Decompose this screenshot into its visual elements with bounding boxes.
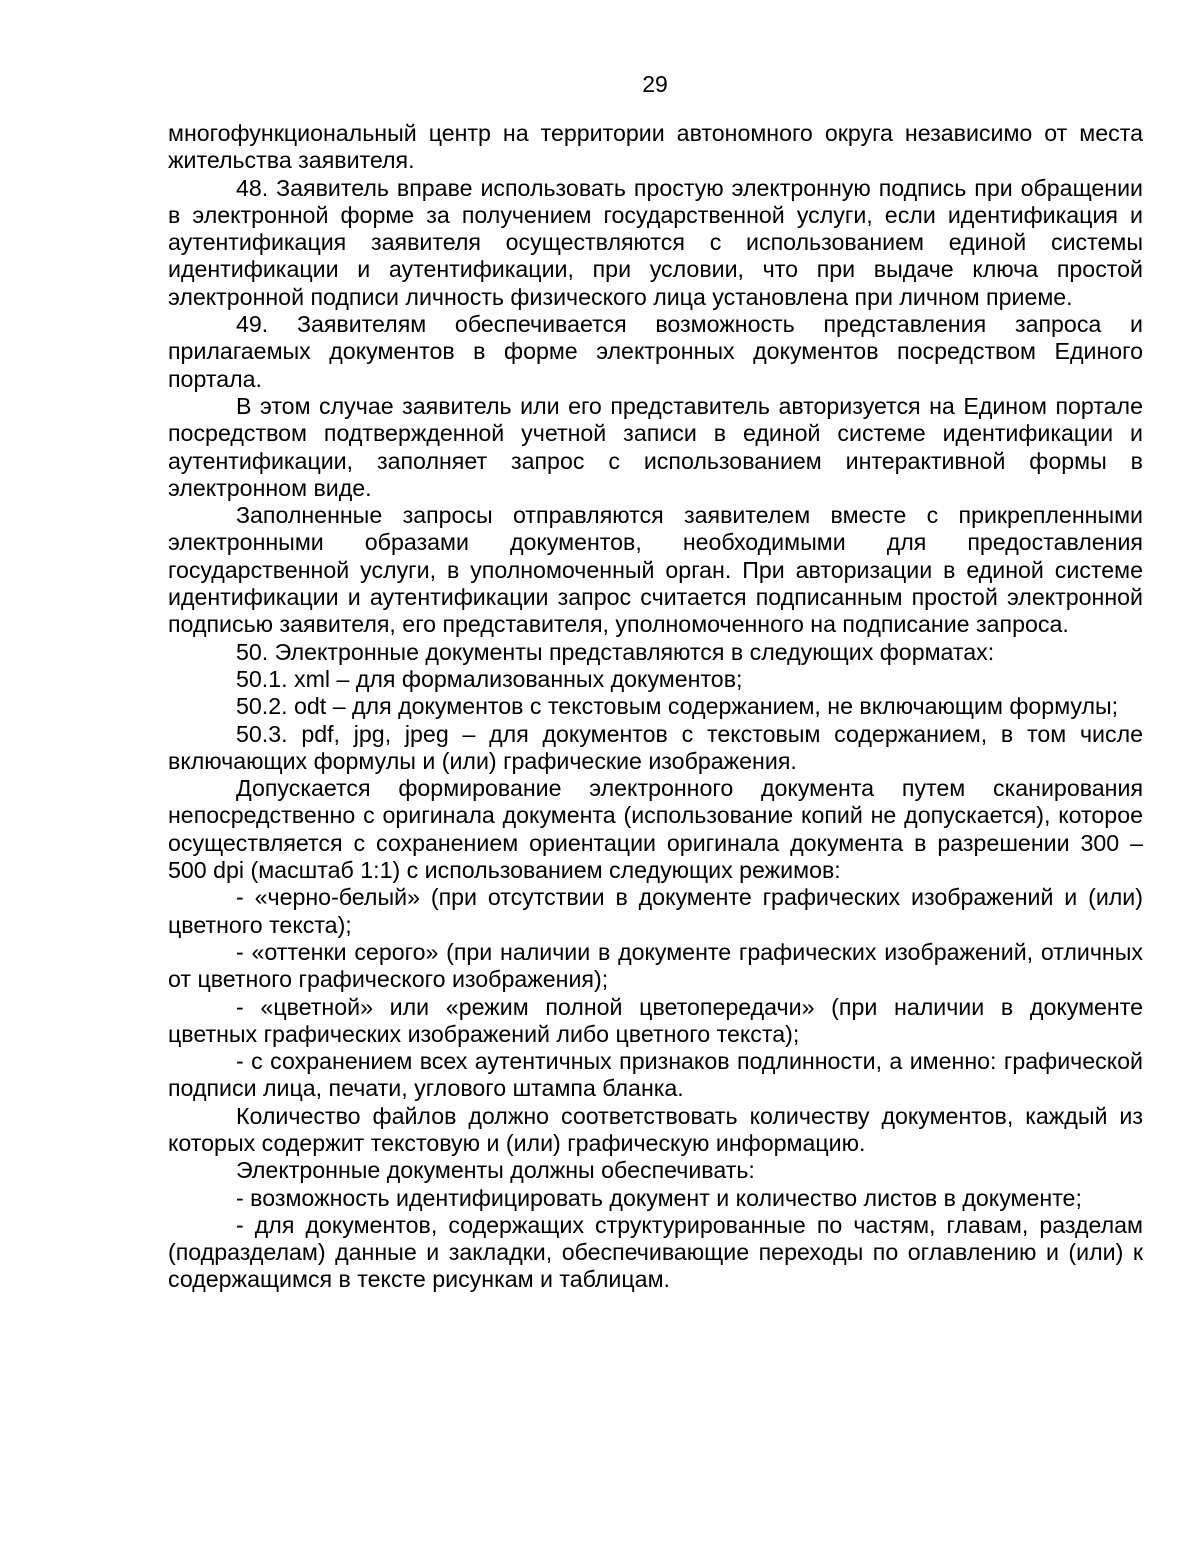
list-item: - возможность идентифицировать документ и количество листов в документе; <box>236 1184 1082 1211</box>
paragraph-49: 49. Заявителям обеспечивается возможность представления запроса и прилагаемых документов в форме электронных документов посредством Единого портала. <box>168 311 1143 392</box>
document-body <box>168 120 1143 1294</box>
paragraph-50: 50. Электронные документы представляются в следующих форматах: <box>236 638 995 665</box>
paragraph-50-2: 50.2. odt – для документов с текстовым содержанием, не включающим формулы; <box>236 693 1119 720</box>
paragraph-50-3: 50.3. pdf, jpg, jpeg – для документов с текстовым содержанием, в том числе включающих формулы и (или) графические изображения. <box>168 720 1143 774</box>
page-number: 29 <box>642 71 668 97</box>
paragraph: Допускается формирование электронного документа путем сканирования непосредственно с оригинала документа (использование копий не допускается), которое осуществляется с сохранением ориентации оригинала документа в разрешении 300 – 500 dpi (масштаб 1:1) с использованием следующих режимов: <box>168 775 1143 884</box>
list-item: - «черно-белый» (при отсутствии в документе графических изображений и (или) цветного текста); <box>168 884 1143 938</box>
paragraph-50-1: 50.1. xml – для формализованных документов; <box>236 665 743 692</box>
list-item: - с сохранением всех аутентичных признаков подлинности, а именно: графической подписи лица, печати, углового штампа бланка. <box>168 1048 1143 1102</box>
paragraph: Электронные документы должны обеспечивать: <box>236 1157 755 1184</box>
paragraph: В этом случае заявитель или его представитель авторизуется на Едином портале посредством подтвержденной учетной записи в единой системе идентификации и аутентификации, заполняет запрос с использованием интерактивной формы в электронном виде. <box>168 392 1143 501</box>
list-item: - «цветной» или «режим полной цветопередачи» (при наличии в документе цветных графических изображений либо цветного текста); <box>168 993 1143 1047</box>
paragraph: Заполненные запросы отправляются заявителем вместе с прикрепленными электронными образами документов, необходимыми для предоставления государственной услуги, в уполномоченный орган. При авторизации в единой системе идентификации и аутентификации запрос считается подписанным простой электронной подписью заявителя, его представителя, уполномоченного на подписание запроса. <box>168 502 1143 638</box>
paragraph: многофункциональный центр на территории автономного округа независимо от места жительства заявителя. <box>168 120 1143 174</box>
list-item: - «оттенки серого» (при наличии в документе графических изображений, отличных от цветного графического изображения); <box>168 938 1143 993</box>
paragraph: Количество файлов должно соответствовать количеству документов, каждый из которых содержит текстовую и (или) графическую информацию. <box>168 1102 1143 1156</box>
list-item: - для документов, содержащих структурированные по частям, главам, разделам (подразделам) данные и закладки, обеспечивающие переходы по оглавлению и (или) к содержащимся в тексте рисункам и таблицам. <box>168 1211 1143 1293</box>
paragraph-48: 48. Заявитель вправе использовать простую электронную подпись при обращении в электронной форме за получением государственной услуги, если идентификация и аутентификация заявителя осуществляются с использованием единой системы идентификации и аутентификации, при условии, что при выдаче ключа простой электронной подписи личность физического лица установлена при личном приеме. <box>168 174 1143 310</box>
